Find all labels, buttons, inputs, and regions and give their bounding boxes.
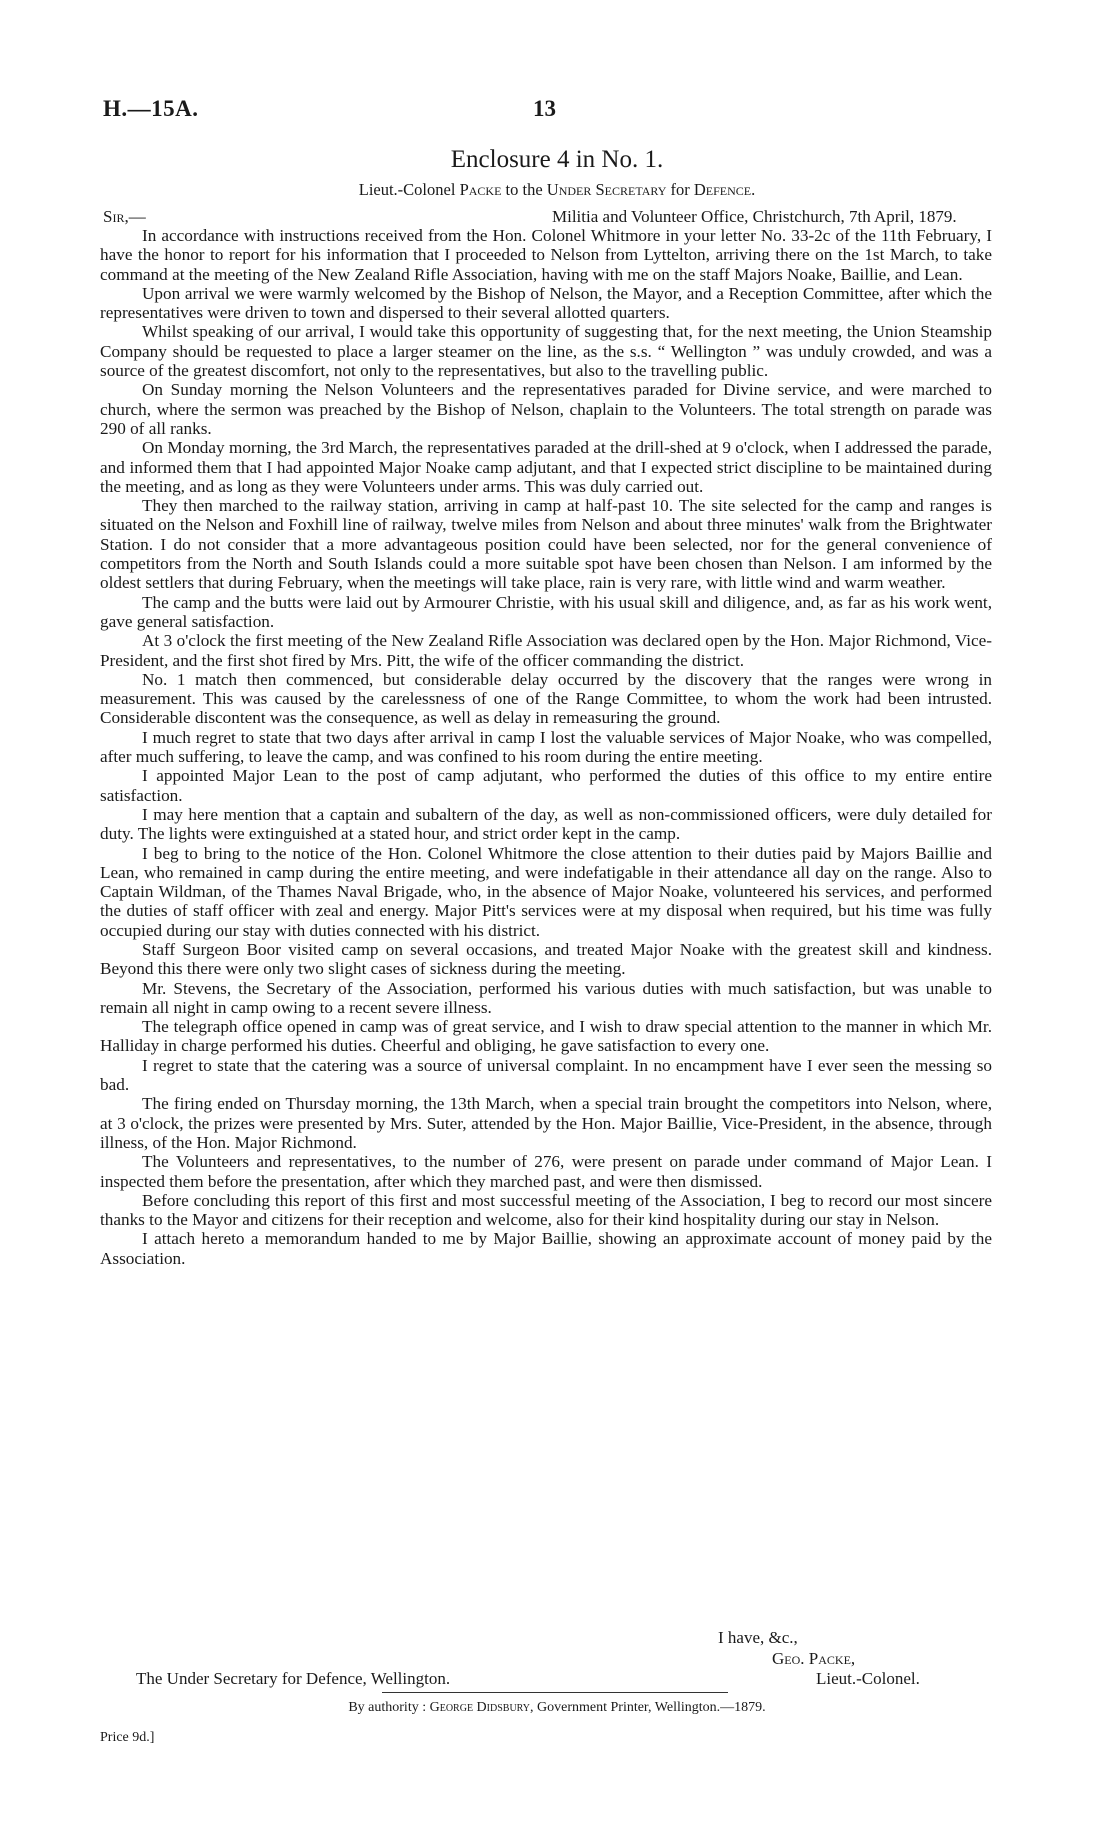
letter-body: [100, 226, 992, 1268]
printer-name: George Didsbury: [429, 1700, 531, 1715]
paragraph: No. 1 match then commenced, but considerable delay occurred by the discovery that the ranges were wrong in measurement. This was caused by the carelessness of one of the Range Committee, to whom the work had been intrusted. Considerable discontent was the consequence, as well as delay in remeasuring the ground.: [100, 669, 992, 728]
paragraph: I attach hereto a memorandum handed to me by Major Baillie, showing an approximate account of money paid by the Association.: [100, 1229, 992, 1268]
paragraph: In accordance with instructions received from the Hon. Colonel Whitmore in your letter No. 33-2c of the 11th February, I have the honor to report for his information that I proceeded to Nelson from Lyttelton, arriving there on the 1st March, to take command at the meeting of the New Zealand Rifle Association, having with me on the staff Majors Noake, Baillie, and Lean.: [100, 226, 992, 284]
closing-phrase: I have, &c.,: [718, 1628, 798, 1647]
printer-authority: [0, 1700, 1114, 1716]
paragraph: I much regret to state that two days after arrival in camp I lost the valuable services of Major Noake, who was compelled, after much suffering, to leave the camp, and was confined to his room during the entire meeting.: [100, 727, 992, 767]
enclosure-title: Enclosure 4 in No. 1.: [450, 146, 664, 173]
paragraph: Upon arrival we were warmly welcomed by the Bishop of Nelson, the Mayor, and a Reception Committee, after which the representatives were driven to town and dispersed to their several allotted quarters.: [100, 283, 992, 323]
subtitle-recipient: Under Secretary: [546, 180, 667, 199]
paragraph: Staff Surgeon Boor visited camp on several occasions, and treated Major Noake with the greatest skill and kindness. Beyond this there were only two slight cases of sickness during the meeting.: [100, 939, 992, 979]
footer-divider: [382, 1692, 728, 1693]
subtitle-sender: Packe: [459, 180, 502, 199]
sender-address: Militia and Volunteer Office, Christchurch, 7th April, 1879.: [552, 207, 957, 226]
authority-prefix: By authority :: [348, 1700, 430, 1715]
subtitle-text: .: [751, 180, 756, 199]
paragraph: At 3 o'clock the first meeting of the New Zealand Rifle Association was declared open by the Hon. Major Richmond, Vice-President, and the first shot fired by Mrs. Pitt, the wife of the officer commanding the district.: [100, 631, 992, 670]
paragraph: Mr. Stevens, the Secretary of the Association, performed his various duties with much satisfaction, but was unable to remain all night in camp owing to a recent severe illness.: [100, 978, 992, 1017]
signatory-rank: Lieut.-Colonel.: [816, 1669, 920, 1688]
authority-suffix: , Government Printer, Wellington.—1879.: [530, 1700, 766, 1715]
salutation: Sir,—: [103, 207, 146, 226]
subtitle-text: for: [666, 180, 694, 199]
paragraph: They then marched to the railway station, arriving in camp at half-past 10. The site selected for the camp and ranges is situated on the Nelson and Foxhill line of railway, twelve miles from Nelson and about three minutes' walk from the Brightwater Station. I do not consider that a more advantageous position could have been selected, nor for the general convenience of competitors from the North and South Islands could a more suitable spot have been chosen than Nelson. I am informed by the oldest settlers that during February, when the meetings will take place, rain is very rare, with little wind and warm weather.: [100, 496, 992, 593]
page-number: 13: [533, 96, 556, 121]
letter-subtitle: [0, 180, 1114, 200]
paragraph: Before concluding this report of this first and most successful meeting of the Association, I beg to record our most sincere thanks to the Mayor and citizens for their reception and welcome, also for their kind hospitality during our stay in Nelson.: [100, 1190, 992, 1230]
paragraph: On Monday morning, the 3rd March, the representatives paraded at the drill-shed at 9 o'clock, when I addressed the parade, and informed them that I had appointed Major Noake camp adjutant, and that I expected strict discipline to be maintained during the meeting, and as long as they were Volunteers under arms. This was duly carried out.: [100, 438, 992, 496]
paragraph: On Sunday morning the Nelson Volunteers and the representatives paraded for Divine service, and were marched to church, where the sermon was preached by the Bishop of Nelson, chaplain to the Volunteers. The total strength on parade was 290 of all ranks.: [100, 380, 992, 438]
paragraph: I may here mention that a captain and subaltern of the day, as well as non-commissioned officers, were duly detailed for duty. The lights were extinguished at a stated hour, and strict order kept in the camp.: [100, 804, 992, 844]
price-label: Price 9d.]: [100, 1730, 155, 1745]
subtitle-text: to the: [501, 180, 547, 199]
paragraph: The telegraph office opened in camp was of great service, and I wish to draw special attention to the manner in which Mr. Halliday in charge performed his duties. Cheerful and obliging, he gave satisfaction to every one.: [100, 1017, 992, 1056]
document-code: H.—15A.: [103, 96, 199, 121]
subtitle-department: Defence: [693, 180, 752, 199]
paragraph: The camp and the butts were laid out by Armourer Christie, with his usual skill and diligence, and, as far as his work went, gave general satisfaction.: [100, 592, 992, 631]
paragraph: I appointed Major Lean to the post of camp adjutant, who performed the duties of this office to my entire entire satisfaction.: [100, 766, 992, 805]
paragraph: The firing ended on Thursday morning, the 13th March, when a special train brought the competitors into Nelson, where, at 3 o'clock, the prizes were presented by Mrs. Suter, attended by the Hon. Major Baillie, Vice-President, in the absence, through illness, of the Hon. Major Richmond.: [100, 1094, 992, 1152]
paragraph: I regret to state that the catering was a source of universal complaint. In no encampment have I ever seen the messing so bad.: [100, 1055, 992, 1095]
paragraph: I beg to bring to the notice of the Hon. Colonel Whitmore the close attention to their duties paid by Majors Baillie and Lean, who remained in camp during the entire meeting, and were indefatigable in their attendance all day on the range. Also to Captain Wildman, of the Thames Naval Brigade, who, in the absence of Major Noake, volunteered his services, and performed the duties of staff officer with zeal and energy. Major Pitt's services were at my disposal when required, but his time was fully occupied during our stay with duties connected with his district.: [100, 843, 992, 940]
paragraph: The Volunteers and representatives, to the number of 276, were present on parade under command of Major Lean. I inspected them before the presentation, after which they marched past, and were then dismissed.: [100, 1152, 992, 1191]
addressee: The Under Secretary for Defence, Wellington.: [136, 1669, 451, 1688]
subtitle-text: Lieut.-Colonel: [358, 180, 460, 199]
signature: Geo. Packe,: [772, 1649, 856, 1668]
paragraph: Whilst speaking of our arrival, I would take this opportunity of suggesting that, for the next meeting, the Union Steamship Company should be requested to place a larger steamer on the line, as the s.s. “ Wellington ” was unduly crowded, and was a source of the greatest discomfort, not only to the representatives, but also to the travelling public.: [100, 322, 992, 381]
